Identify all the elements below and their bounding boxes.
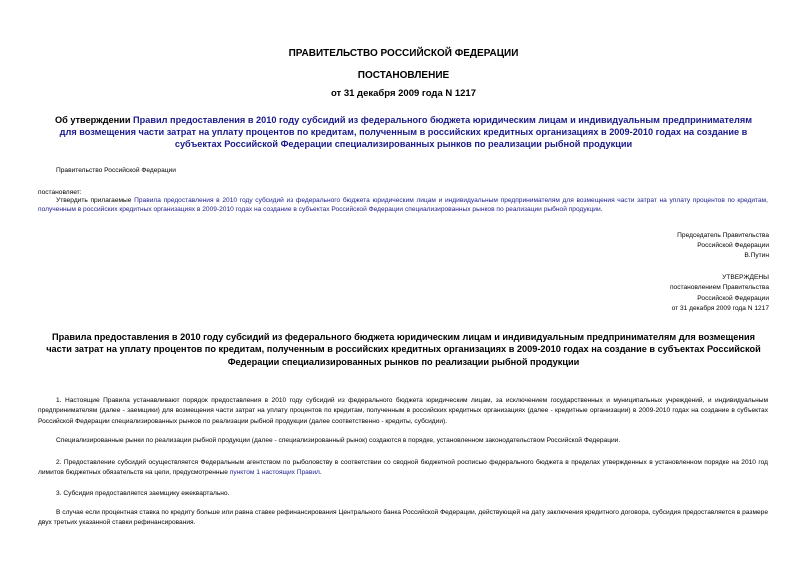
approved-line-3: Российской Федерации	[697, 294, 769, 302]
signature-line-2: Российской Федерации	[697, 241, 769, 249]
signature-block	[677, 231, 769, 260]
paragraph-4: 3. Субсидия предоставляется заемщику ежеквартально.	[56, 490, 230, 497]
document-date-number: от 31 декабря 2009 года N 1217	[330, 88, 476, 99]
paragraph-5: В случае если процентная ставка по кредиту больше или равна ставке рефинансирования Центрального банка Российской Федерации, действующей на дату заключения кредитного договора, субсидия предоставляется в размере двух третьих указанной ставки рефинансирования.	[38, 509, 768, 527]
document-type: ПОСТАНОВЛЕНИЕ	[357, 70, 450, 81]
paragraph-3-text: 2. Предоставление субсидий осуществляется Федеральным агентством по рыболовству в соответствии со сводной бюджетной росписью федерального бюджета в пределах утвержденных в установленном порядке на 2010 год лимитов бюджетных обязательств на цели, предусмотренные	[38, 459, 768, 477]
rules-title: Правила предоставления в 2010 году субсидий из федерального бюджета юридическим лицам и индивидуальным предпринимателям для возмещения части затрат на уплату процентов по кредитам, полученным в российских кредитных организациях в 2009-2010 годах на создание в субъектах Российской Федерации специализированных рынков по реализации рыбной продукции	[46, 332, 761, 367]
government-header: ПРАВИТЕЛЬСТВО РОССИЙСКОЙ ФЕДЕРАЦИИ	[288, 48, 519, 59]
decrees-line: постановляет:	[38, 189, 82, 196]
approved-line-2: постановлением Правительства	[669, 284, 769, 292]
approve-paragraph	[38, 197, 768, 214]
paragraph-1: 1. Настоящие Правила устанавливают порядок предоставления в 2010 году субсидий из федерального бюджета юридическим лицам, за исключением государственных и муниципальных учреждений, и индивидуальным предпринимателям (далее - заемщики) для возмещения части затрат на уплату процентов по кредитам, полученным в российских кредитных организациях (далее - кредитные организации) в 2009-2010 годах на создание в субъектах Российской Федерации специализированных рынков по реализации рыбной продукции (далее соответственно - кредиты, субсидии).	[38, 397, 768, 425]
approved-line-1: УТВЕРЖДЕНЫ	[722, 274, 769, 281]
approved-block	[670, 273, 769, 315]
approve-link[interactable]: Правила предоставления в 2010 году субсидий из федерального бюджета юридическим лицам и индивидуальным предпринимателям для возмещения части затрат на уплату процентов по кредитам, полученным в российских кредитных организациях в 2009-2010 годах на создание в субъектах Российской Федерации специализированных рынков по реализации рыбной продукции	[38, 197, 768, 213]
title-link[interactable]: Правил предоставления в 2010 году субсидий из федерального бюджета юридическим лицам и индивидуальным предпринимателям для возмещения части затрат на уплату процентов по кредитам, полученным в российских кредитных организациях в 2009-2010 годах на создание в субъектах Российской Федерации специализированных рынков по реализации рыбной продукции	[59, 115, 753, 150]
paragraph-3-link[interactable]: пунктом 1 настоящих Правил	[229, 469, 320, 477]
paragraph-3	[38, 458, 768, 479]
approve-suffix: .	[600, 205, 603, 213]
paragraph-3-end: .	[319, 469, 322, 477]
approve-prefix: Утвердить прилагаемые	[56, 197, 135, 204]
document-title	[50, 114, 757, 151]
paragraph-2: Специализированные рынки по реализации рыбной продукции (далее - специализированный рынок) создаются в порядке, установленном законодательством Российской Федерации.	[56, 437, 621, 444]
signature-line-1: Председатель Правительства	[677, 232, 769, 239]
title-prefix: Об утверждении	[54, 115, 134, 125]
signature-line-3: В.Путин	[744, 251, 769, 259]
approved-line-4: от 31 декабря 2009 года N 1217	[671, 305, 769, 313]
government-line: Правительство Российской Федерации	[56, 167, 176, 174]
